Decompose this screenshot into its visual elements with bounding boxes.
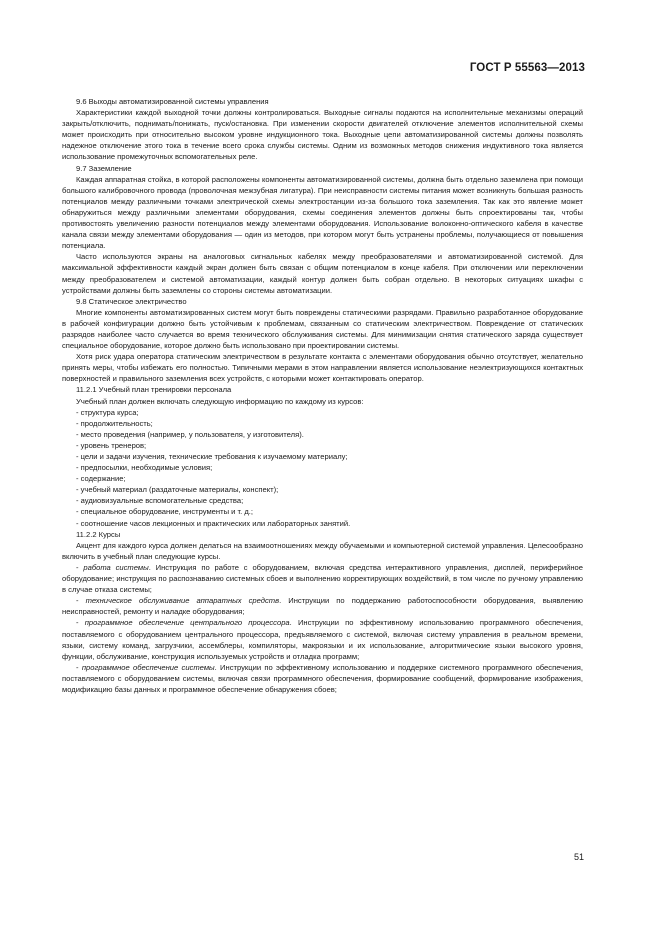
section-heading-9-6: 9.6 Выходы автоматизированной системы управления [76, 97, 269, 106]
list-item: - содержание; [76, 474, 126, 484]
list-item: - предпосылки, необходимые условия; [76, 463, 213, 473]
list-item: - место проведения (например, у пользователя, у изготовителя). [76, 429, 304, 439]
list-item: - продолжительность; [76, 418, 153, 428]
course-description: . Инструкция по работе с оборудованием, включая средства интерактивного управления, дисплей, периферийное оборудование; инструкция по распознаванию системных сбоев и выполнению корректирующих воздействий, в том числе по ручному управлению в случае отказа системы; [62, 562, 584, 595]
paragraph: Акцент для каждого курса должен делаться на взаимоотношениях между обучаемыми и компьютерной системой управления. Целесообразно включить в учебный план следующие курсы. [62, 540, 583, 561]
course-item [62, 617, 583, 661]
list-item: - специальное оборудование, инструменты и т. д.; [76, 507, 254, 517]
list-item: - структура курса; [76, 407, 139, 417]
paragraph: Характеристики каждой выходной точки должны контролироваться. Выходные сигналы подаются на исполнительные механизмы операций закрыть/отключить, поднимать/понижать, пуск/остановка. При изменении скорости двигателей отключение элементов исполнительной схемы может происходить при относительно высоком уровне индукционного тока. Выходные цепи автоматизированной системы должны позволять надежное отключение этого тока в течение всего срока службы системы. Одним из возможных методов снижения индуктивного тока является использование промежуточных вспомогательных реле. [62, 108, 583, 162]
course-term: программное обеспечение центрального процессора [84, 618, 290, 628]
course-term: техническое обслуживание аппаратных средств [85, 596, 280, 606]
page-number: 51 [573, 852, 584, 862]
paragraph: Многие компоненты автоматизированных систем могут быть повреждены статическими разрядами. Правильно разработанное оборудование в рабочей конфигурации должно быть устойчивым к проблемам, связанным со статическим электричеством. Повреждение от статических разрядов наиболее часто случается во время технического обслуживания системы. Для минимизации снятия статического заряда существует специальное оборудование, которое должно быть использовано при проектировании системы. [62, 307, 583, 351]
list-item: - уровень тренеров; [76, 440, 147, 450]
paragraph: Часто используются экраны на аналоговых сигнальных кабелях между преобразователями и автоматизированной системой. Для максимальной эффективности каждый экран должен быть связан с общим потенциалом в конце кабеля. При отключении или переключении между преобразователем и системой автоматизации, каждый контур должен быть собран отдельно. В некоторых ситуациях шкафы с устройствами должны быть заземлены со стороны системы автоматизации. [62, 252, 583, 295]
course-description: . Инструкции по эффективному использованию и поддержке системного программного обеспечения, поставляемого с оборудованием системы, включая связи программного обеспечения, формирование сообщений, формирование изображения, модификацию базы данных и программное обеспечение обнаружения сбоев; [62, 662, 583, 694]
standard-header: ГОСТ Р 55563—2013 [469, 62, 585, 74]
paragraph: Учебный план должен включать следующую информацию по каждому из курсов: [76, 396, 364, 406]
list-item: - соотношение часов лекционных и практических или лабораторных занятий. [76, 518, 351, 528]
course-description: . Инструкции по поддержанию работоспособности оборудования, выявлению неисправностей, ремонту и наладке оборудования; [62, 596, 584, 617]
course-term: программное обеспечение системы [81, 662, 215, 672]
list-dash: - [76, 596, 86, 606]
course-item [62, 595, 583, 617]
section-heading-11-2-2: 11.2.2 Курсы [76, 529, 121, 539]
list-item: - цели и задачи изучения, технические требования к изучаемому материалу; [76, 452, 348, 461]
list-dash: - [76, 562, 84, 572]
list-item: - учебный материал (раздаточные материалы, конспект); [76, 485, 279, 495]
document-body [62, 96, 583, 695]
course-item [62, 562, 583, 595]
list-item: - аудиовизуальные вспомогательные средства; [76, 496, 244, 506]
section-heading-11-2-1: 11.2.1 Учебный план тренировки персонала [76, 385, 232, 395]
course-term: работа системы [83, 562, 149, 572]
paragraph: Хотя риск удара оператора статическим электричеством в результате контакта с элементами оборудования обычно отсутствует, желательно принять меры, чтобы избежать его полностью. Типичными мерами в этом направлении является использование неэлектризующихся контактных поверхностей и правильного заземления всех устройств, с которыми может контактировать оператор. [62, 352, 583, 384]
list-dash: - [76, 618, 85, 628]
list-dash: - [76, 662, 82, 672]
course-description: . Инструкции по эффективному использованию программного обеспечения, поставляемого с оборудованием центрального процессора, предъявляемого с системой, включая систему управления в реальном времени, языки, систему команд, загрузчики, ассемблеры, компиляторы, макроязыки и их использование, алгоритмические языки высокого уровня, функции, обслуживание, конструкция используемых устройств и отладка программ; [62, 618, 583, 661]
section-heading-9-7: 9.7 Заземление [76, 163, 132, 173]
paragraph: Каждая аппаратная стойка, в которой расположены компоненты автоматизированной системы, должна быть отдельно заземлена при помощи большого калибровочного провода (проволочная межзубная лигатура). При неисправности системы питания может возникнуть большая разность потенциалов между различными точками электрической схемы электростанции из-за большого тока заземления. Так как это явление может обнаружиться между различными элементами оборудования, схемы соединения элементов должны быть спроектированы так, чтобы противостоять увеличению разности потенциалов между элементами оборудования. Использование волоконно-оптического кабеля в качестве канала связи между элементами оборудования — один из методов, при котором могут быть устранены проблемы, получающиеся от повышения потенциала. [62, 174, 583, 251]
section-heading-9-8: 9.8 Статическое электричество [76, 296, 187, 306]
course-item [62, 662, 583, 695]
